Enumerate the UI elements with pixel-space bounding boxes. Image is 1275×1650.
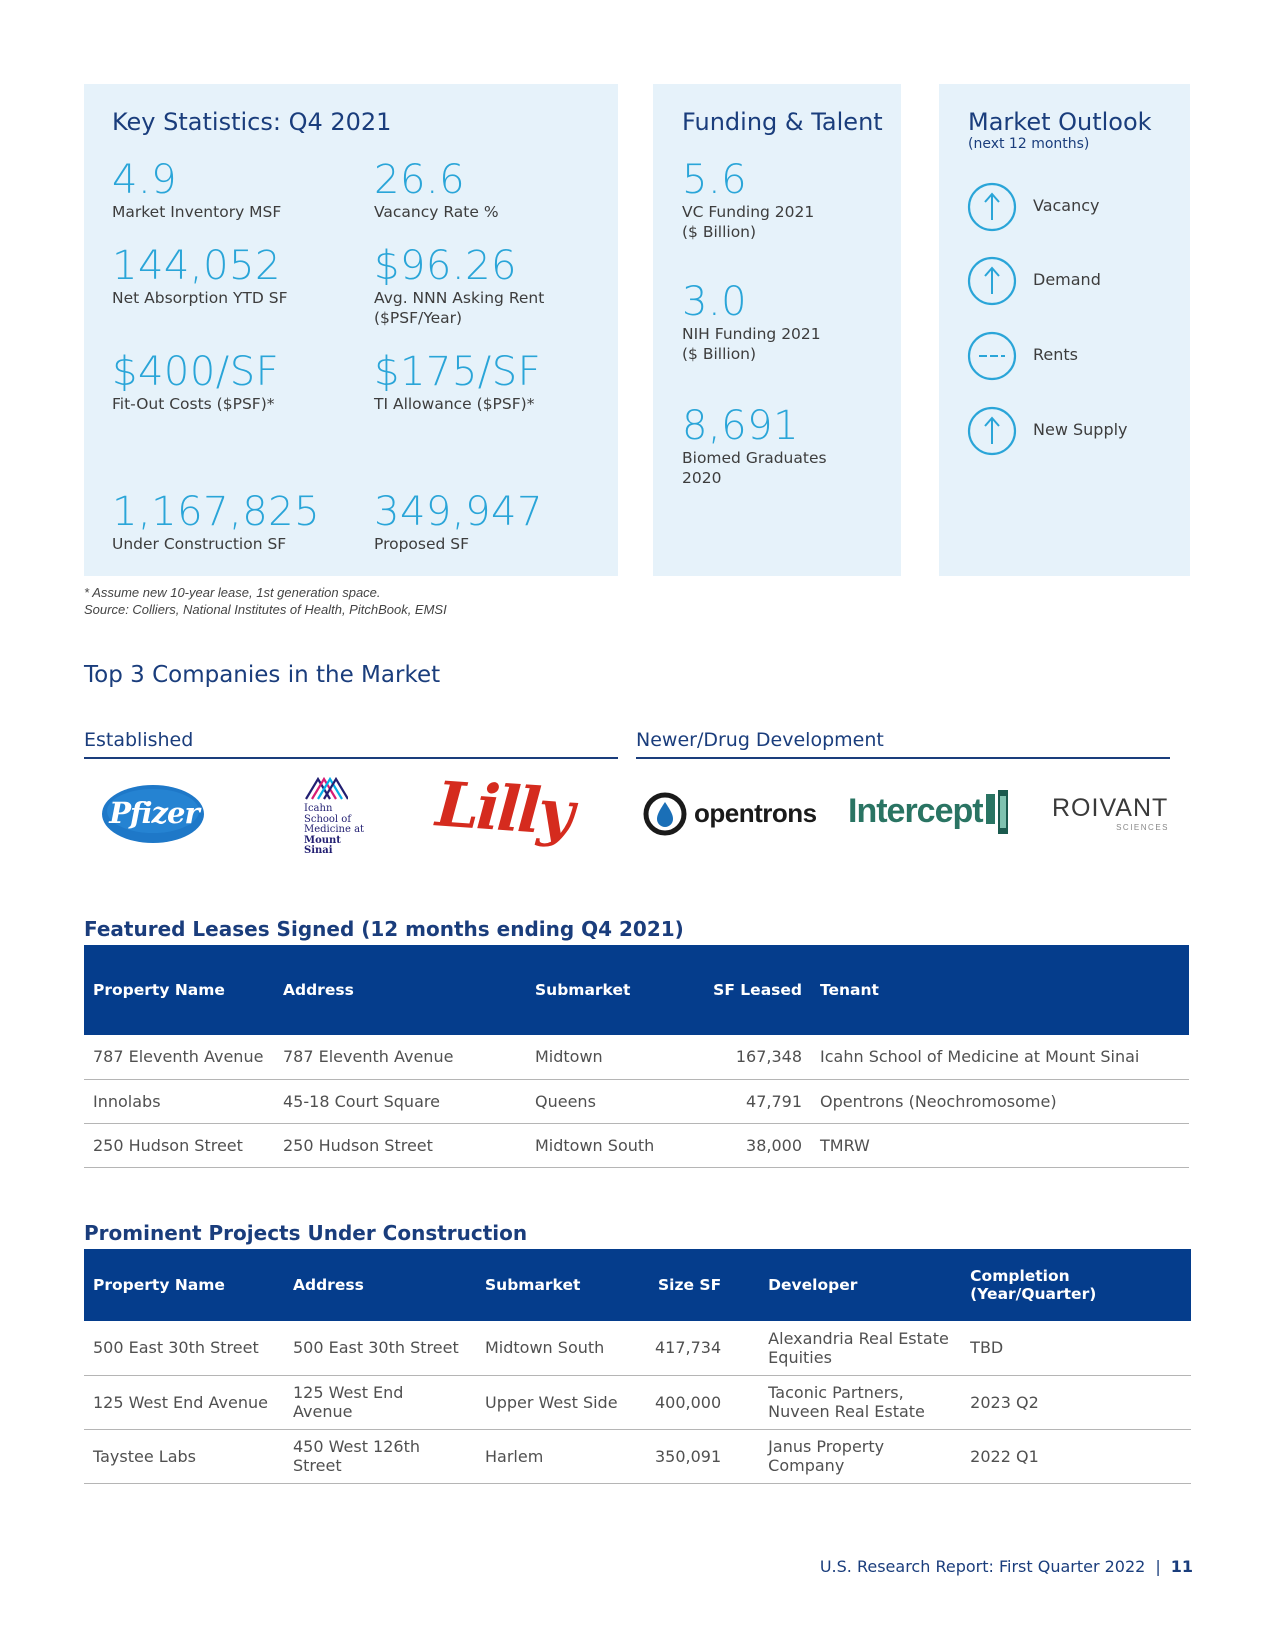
col-header: Address <box>284 1249 476 1321</box>
mount-sinai-text-3: Medicine at <box>304 824 365 835</box>
projects-title: Prominent Projects Under Construction <box>84 1221 528 1245</box>
cell-developer <box>759 1321 961 1375</box>
table-row <box>84 1321 1191 1375</box>
cell-tenant: TMRW <box>811 1123 1189 1167</box>
stat-label: Biomed Graduates <box>682 449 827 467</box>
col-header: Developer <box>759 1249 961 1321</box>
projects-header-row <box>84 1249 1191 1321</box>
stat-under-construction <box>112 490 320 554</box>
footer-separator: | <box>1155 1557 1161 1576</box>
footnote-source: Source: Colliers, National Institutes of Health, PitchBook, EMSI <box>84 602 447 617</box>
outlook-label: New Supply <box>1033 420 1128 439</box>
cell-submarket: Upper West Side <box>476 1375 646 1429</box>
stat-biomed-graduates <box>682 404 827 488</box>
table-row <box>84 1123 1189 1167</box>
cell-submarket: Queens <box>526 1079 701 1123</box>
cell-size-sf: 400,000 <box>646 1375 759 1429</box>
cell-completion: 2022 Q1 <box>961 1429 1191 1483</box>
cell-address: 250 Hudson Street <box>274 1123 526 1167</box>
stat-value: 4.9 <box>112 157 178 203</box>
leases-table <box>84 945 1189 1168</box>
stat-vacancy-rate <box>374 158 499 222</box>
market-outlook-title: Market Outlook <box>968 108 1152 136</box>
stat-value: 5.6 <box>682 157 748 203</box>
newer-divider <box>636 757 1170 759</box>
outlook-demand <box>967 256 1207 308</box>
developer-line: Janus Property <box>768 1437 885 1456</box>
opentrons-logo <box>643 791 817 837</box>
roivant-logo-text: ROIVANT <box>1052 794 1169 822</box>
stat-nih-funding <box>682 280 821 364</box>
report-name: U.S. Research Report: First Quarter 2022 <box>819 1557 1146 1576</box>
cell-sf-leased: 38,000 <box>701 1123 811 1167</box>
intercept-bracket-icon <box>984 786 1014 838</box>
col-header: Property Name <box>84 1249 284 1321</box>
stat-label: Vacancy Rate % <box>374 203 499 221</box>
stat-label: Market Inventory MSF <box>112 203 282 221</box>
pfizer-logo <box>101 783 206 845</box>
funding-talent-panel <box>653 84 901 576</box>
col-header: Property Name <box>84 945 274 1035</box>
intercept-logo <box>848 786 1018 838</box>
col-header: SF Leased <box>701 945 811 1035</box>
cell-address: 125 West End Avenue <box>284 1375 476 1429</box>
leases-header-row <box>84 945 1189 1035</box>
stat-label: Avg. NNN Asking Rent <box>374 289 545 307</box>
pfizer-logo-text: Pfizer <box>109 796 199 830</box>
mount-sinai-mark <box>304 775 348 801</box>
roivant-logo-subtext: SCIENCES <box>1116 823 1169 832</box>
col-header: Submarket <box>476 1249 646 1321</box>
cell-size-sf: 417,734 <box>646 1321 759 1375</box>
intercept-logo-text: Intercept <box>848 792 983 830</box>
table-row <box>84 1429 1191 1483</box>
stat-proposed <box>374 490 543 554</box>
cell-completion: 2023 Q2 <box>961 1375 1191 1429</box>
companies-title: Top 3 Companies in the Market <box>84 662 441 688</box>
col-header: Submarket <box>526 945 701 1035</box>
stat-label-unit: ($ Billion) <box>682 223 757 241</box>
stat-label-unit: 2020 <box>682 469 722 487</box>
cell-completion: TBD <box>961 1321 1191 1375</box>
stat-label: Net Absorption YTD SF <box>112 289 288 307</box>
mount-sinai-text-1: Icahn <box>304 803 333 814</box>
cell-address: 450 West 126th Street <box>284 1429 476 1483</box>
stat-label: NIH Funding 2021 <box>682 325 821 343</box>
mount-sinai-text-4: Mount <box>304 834 341 846</box>
cell-property: Taystee Labs <box>84 1429 284 1483</box>
cell-developer <box>759 1429 961 1483</box>
developer-line: Alexandria Real Estate <box>768 1328 949 1348</box>
cell-address: 500 East 30th Street <box>284 1321 476 1375</box>
outlook-label: Rents <box>1033 345 1078 364</box>
stat-value: 26.6 <box>374 157 466 203</box>
col-header: Address <box>274 945 526 1035</box>
stat-value: 349,947 <box>374 489 543 535</box>
outlook-label: Vacancy <box>1033 196 1100 215</box>
col-header: Completion (Year/Quarter) <box>961 1249 1191 1321</box>
arrow-up-icon <box>967 256 1017 306</box>
stat-label: Fit-Out Costs ($PSF)* <box>112 395 275 413</box>
mount-sinai-text-2: School of <box>304 813 352 825</box>
key-statistics-title: Key Statistics: Q4 2021 <box>112 108 392 136</box>
key-statistics-panel <box>84 84 618 576</box>
table-row <box>84 1375 1191 1429</box>
arrow-up-icon <box>967 182 1017 232</box>
stat-market-inventory <box>112 158 281 222</box>
opentrons-drop-icon <box>643 792 687 836</box>
stat-value: 3.0 <box>682 279 748 325</box>
stat-ti-allowance <box>374 350 541 414</box>
stat-label-unit: ($PSF/Year) <box>374 309 463 327</box>
lilly-logo-text: Lilly <box>433 767 574 850</box>
developer-line: Company <box>768 1456 845 1475</box>
cell-tenant: Opentrons (Neochromosome) <box>811 1079 1189 1123</box>
outlook-label: Demand <box>1033 270 1101 289</box>
cell-submarket: Midtown South <box>526 1123 701 1167</box>
leases-title: Featured Leases Signed (12 months ending Q4 2021) <box>84 917 684 941</box>
footnote <box>84 584 447 618</box>
funding-talent-title: Funding & Talent <box>682 108 883 136</box>
established-label: Established <box>84 729 194 751</box>
stat-value: $175/SF <box>374 349 542 395</box>
newer-label: Newer/Drug Development <box>636 729 884 751</box>
cell-sf-leased: 167,348 <box>701 1035 811 1079</box>
page-number: 11 <box>1170 1557 1193 1576</box>
opentrons-logo-text: opentrons <box>694 798 817 828</box>
cell-sf-leased: 47,791 <box>701 1079 811 1123</box>
table-row <box>84 1079 1189 1123</box>
cell-address: 787 Eleventh Avenue <box>274 1035 526 1079</box>
stat-label: TI Allowance ($PSF)* <box>374 395 535 413</box>
stat-value: 1,167,825 <box>112 489 321 535</box>
arrow-up-icon <box>967 406 1017 456</box>
stat-label: VC Funding 2021 <box>682 203 815 221</box>
projects-table <box>84 1249 1191 1484</box>
col-header: Tenant <box>811 945 1189 1035</box>
cell-tenant: Icahn School of Medicine at Mount Sinai <box>811 1035 1189 1079</box>
stat-asking-rent <box>374 244 544 328</box>
roivant-logo <box>1052 794 1177 834</box>
stat-value: $96.26 <box>374 243 517 289</box>
lilly-logo <box>432 767 582 856</box>
cell-property: 250 Hudson Street <box>84 1123 274 1167</box>
cell-property: 500 East 30th Street <box>84 1321 284 1375</box>
stat-fit-out-costs <box>112 350 279 414</box>
established-divider <box>84 757 618 759</box>
stat-vc-funding <box>682 158 814 242</box>
outlook-new-supply <box>967 406 1207 458</box>
cell-submarket: Midtown South <box>476 1321 646 1375</box>
stat-value: $400/SF <box>112 349 280 395</box>
developer-line: Nuveen Real Estate <box>768 1402 925 1421</box>
stat-label: Proposed SF <box>374 535 470 553</box>
market-outlook-subtitle: (next 12 months) <box>968 136 1090 152</box>
stat-net-absorption <box>112 244 288 308</box>
cell-property: 125 West End Avenue <box>84 1375 284 1429</box>
table-row <box>84 1035 1189 1079</box>
developer-line: Taconic Partners, <box>768 1383 904 1402</box>
page-footer <box>820 1557 1193 1576</box>
outlook-rents <box>967 331 1207 383</box>
col-header: Size SF <box>646 1249 759 1321</box>
outlook-vacancy <box>967 182 1207 234</box>
mount-sinai-logo <box>302 775 372 855</box>
stat-label-unit: ($ Billion) <box>682 345 757 363</box>
stat-value: 144,052 <box>112 243 281 289</box>
cell-developer <box>759 1375 961 1429</box>
cell-address: 45-18 Court Square <box>274 1079 526 1123</box>
cell-property: Innolabs <box>84 1079 274 1123</box>
stat-label: Under Construction SF <box>112 535 287 553</box>
cell-submarket: Harlem <box>476 1429 646 1483</box>
market-outlook-panel <box>939 84 1190 576</box>
mount-sinai-text-5: Sinai <box>304 845 333 856</box>
cell-size-sf: 350,091 <box>646 1429 759 1483</box>
stat-value: 8,691 <box>682 403 800 449</box>
developer-line: Equities <box>768 1347 832 1367</box>
cell-property: 787 Eleventh Avenue <box>84 1035 274 1079</box>
footnote-assumption: * Assume new 10-year lease, 1st generation space. <box>84 585 381 600</box>
flat-dash-icon <box>967 331 1017 381</box>
cell-submarket: Midtown <box>526 1035 701 1079</box>
